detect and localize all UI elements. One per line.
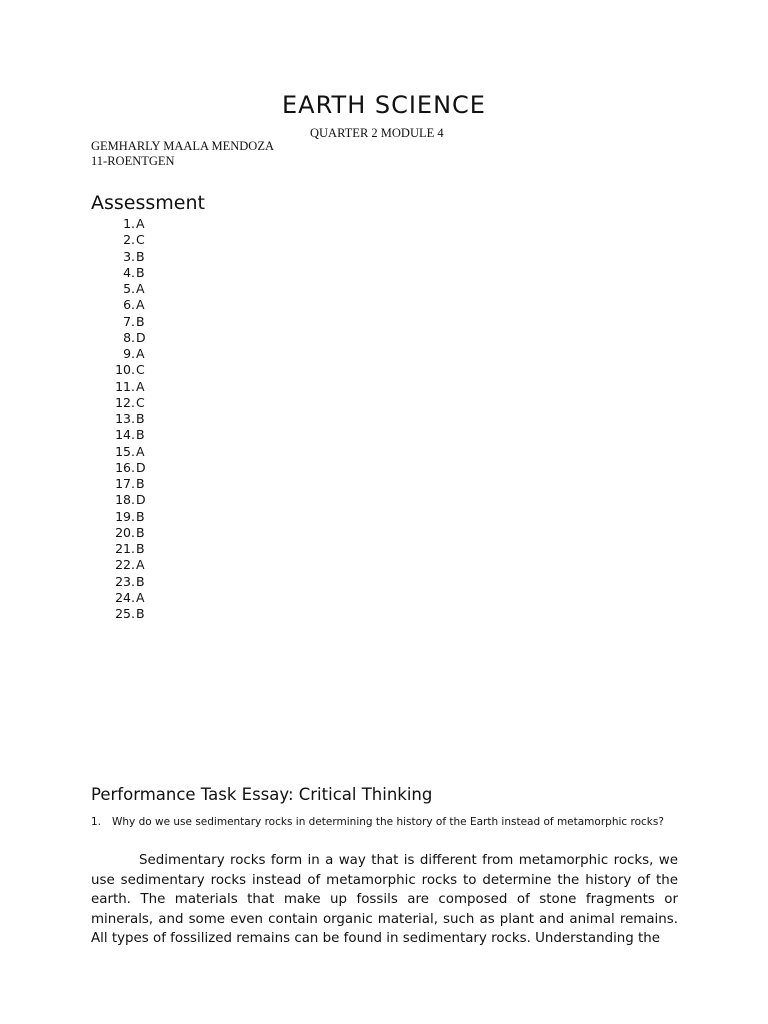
answer-item [108, 395, 146, 411]
answer-item [108, 297, 146, 313]
answer-number: 24. [115, 589, 135, 605]
answer-item [108, 590, 146, 606]
answer-item [108, 249, 146, 265]
performance-task-heading: Performance Task Essay: Critical Thinking [91, 785, 433, 804]
answer-item [108, 509, 146, 525]
answer-choice: C [136, 394, 145, 410]
answer-item [108, 492, 146, 508]
answer-choice: B [136, 573, 145, 589]
answer-item [108, 476, 146, 492]
answer-number: 13. [115, 411, 135, 426]
answer-item [108, 330, 146, 346]
answer-choice: A [136, 557, 145, 573]
answer-number: 1. [123, 216, 135, 231]
answer-item [108, 525, 146, 541]
document-title: EARTH SCIENCE [282, 91, 486, 119]
answer-number: 21. [115, 541, 135, 556]
answer-item [108, 346, 146, 362]
answer-number: 11. [115, 378, 135, 394]
answer-choice: B [136, 476, 145, 491]
answer-number: 10. [115, 362, 135, 378]
answer-choice: A [136, 216, 145, 231]
answer-choice: B [136, 541, 145, 556]
answer-item [108, 216, 146, 232]
answer-item [108, 281, 146, 297]
answer-choice: B [136, 427, 145, 443]
answer-number: 18. [115, 492, 135, 508]
answer-choice: D [136, 329, 146, 345]
answer-number: 7. [123, 313, 135, 329]
student-info [91, 139, 274, 169]
answer-item [108, 411, 146, 427]
answer-choice: B [136, 248, 145, 264]
student-name: GEMHARLY MAALA MENDOZA [91, 139, 275, 153]
answer-number: 14. [115, 427, 135, 443]
answer-number: 23. [115, 573, 135, 589]
answer-choice: A [136, 378, 145, 394]
answer-item [108, 232, 146, 248]
question-number: 1. [91, 816, 102, 828]
essay-question [91, 815, 681, 829]
answer-item [108, 314, 146, 330]
answer-number: 8. [123, 329, 135, 345]
answer-item [108, 444, 146, 460]
answer-number: 16. [115, 459, 135, 475]
answer-number: 19. [115, 508, 135, 524]
question-text: Why do we use sedimentary rocks in determining the history of the Earth instead of metamorphic rocks? [112, 816, 664, 828]
answer-number: 12. [115, 394, 135, 410]
answer-choice: C [136, 362, 145, 378]
answer-item [108, 265, 146, 281]
answer-choice: A [136, 443, 145, 459]
answer-number: 15. [115, 443, 135, 459]
answer-number: 9. [123, 346, 135, 361]
answer-number: 4. [123, 264, 135, 280]
answer-item [108, 541, 146, 557]
answer-number: 2. [123, 232, 135, 248]
answer-choice: B [136, 508, 145, 524]
answer-item [108, 379, 146, 395]
answer-number: 22. [115, 557, 135, 573]
document-subtitle: QUARTER 2 MODULE 4 [310, 126, 444, 140]
answer-number: 25. [115, 606, 135, 621]
answer-choice: B [136, 313, 145, 329]
answer-item [108, 427, 146, 443]
answer-choice: A [136, 297, 145, 313]
answer-choice: A [136, 346, 145, 361]
answer-list [108, 216, 146, 622]
answer-item [108, 362, 146, 378]
answer-item [108, 460, 146, 476]
answer-number: 20. [115, 524, 135, 540]
answer-choice: B [136, 264, 145, 280]
answer-choice: D [136, 459, 146, 475]
essay-paragraph: Sedimentary rocks form in a way that is different from metamorphic rocks, we use sedimentary rocks instead of metamorphic rocks to determine the history of the earth. The materials that make up fossils are composed of stone fragments or minerals, and some even contain organic material, such as plant and animal remains. All types of fossilized remains can be found in sedimentary rocks. Understanding the [91, 853, 678, 947]
answer-item [108, 574, 146, 590]
answer-item [108, 557, 146, 573]
answer-number: 3. [123, 248, 135, 264]
answer-choice: A [136, 281, 145, 296]
answer-number: 5. [123, 281, 135, 296]
answer-number: 17. [115, 476, 135, 491]
answer-choice: A [136, 589, 145, 605]
answer-number: 6. [123, 297, 135, 313]
answer-item [108, 606, 146, 622]
answer-choice: B [136, 606, 145, 621]
answer-choice: B [136, 524, 145, 540]
answer-choice: D [136, 492, 146, 508]
student-section: 11-ROENTGEN [91, 154, 175, 168]
assessment-heading: Assessment [91, 192, 205, 214]
answer-choice: B [136, 411, 145, 426]
answer-choice: C [136, 232, 145, 248]
